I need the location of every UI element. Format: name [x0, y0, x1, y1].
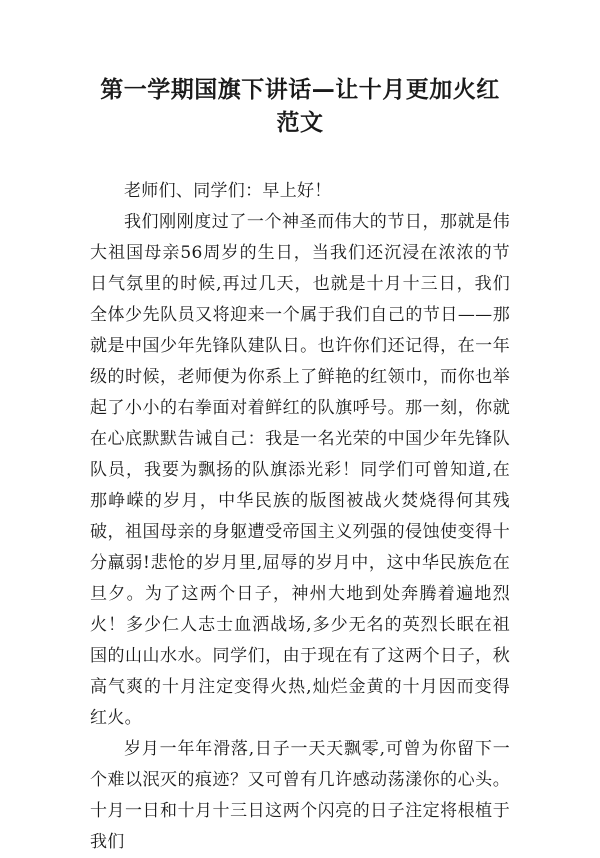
document-title: 第一学期国旗下讲话—让十月更加火红范文: [100, 77, 500, 136]
salutation: 老师们、同学们：早上好！: [124, 181, 332, 201]
paragraph-2: 岁月一年年滑落,日子一天天飘零,可曾为你留下一个难以泯灭的痕迹？又可曾有几许感动荡漾你的心头。十月一日和十月十三日这两个闪亮的日子注定将根植于我们: [90, 739, 510, 852]
document-body: [90, 176, 510, 858]
paragraph-1: 我们刚刚度过了一个神圣而伟大的节日，那就是伟大祖国母亲56周岁的生日，当我们还沉浸在浓浓的节日气氛里的时候,再过几天，也就是十月十三日，我们全体少先队员又将迎来一个属于我们自己的节日——那就是中国少年先锋队建队日。也许你们还记得，在一年级的时候，老师便为你系上了鲜艳的红领巾，而你也举起了小小的右拳面对着鲜红的队旗呼号。那一刻，你就在心底默默告诫自己：我是一名光荣的中国少年先锋队队员，我要为飘扬的队旗添光彩！同学们可曾知道,在那峥嵘的岁月，中华民族的版图被战火焚烧得何其残破，祖国母亲的身躯遭受帝国主义列强的侵蚀使变得十分羸弱!悲怆的岁月里,屈辱的岁月中，这中华民族危在旦夕。为了这两个日子，神州大地到处奔腾着遍地烈火！多少仁人志士血洒战场,多少无名的英烈长眠在祖国的山山水水。同学们，由于现在有了这两个日子，秋高气爽的十月注定变得火热,灿烂金黄的十月因而变得红火。: [90, 212, 510, 728]
